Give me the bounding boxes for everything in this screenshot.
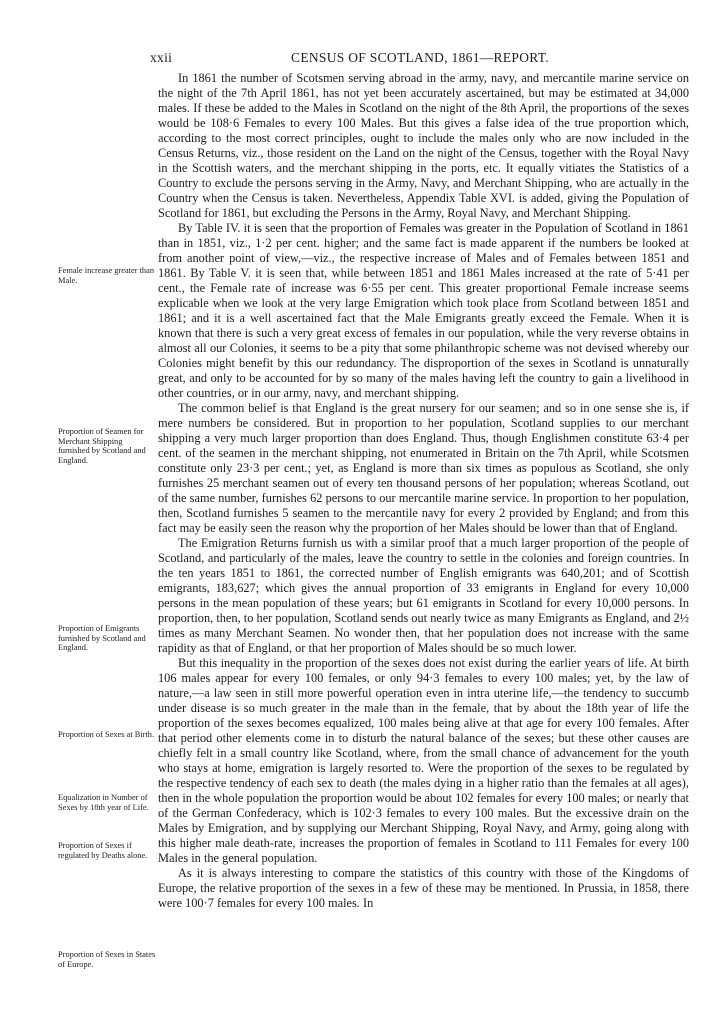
paragraph-scotsmen-abroad: In 1861 the number of Scotsmen serving abroad in the army, navy, and mercantile marine service on the night of the 7th April 1861, has not yet been accurately ascertained, but may be estimated at 34,000 males. If these be added to the Males in Scotland on the night of the 8th April, the proportions of the sexes would be 108·6 Females to every 100 Males. But this gives a false idea of the true proportion which, according to the most correct principles, ought to include the males only who are now included in the Census Returns, viz., those resident on the Land on the night of the Census, together with the Royal Navy in the Scottish waters, and the merchant shipping in the ports, etc. It equally vitiates the Statistics of a Country to exclude the persons serving in the Army, Navy, and Merchant Shipping, who are actually in the Country when the Census is taken. Nevertheless, Appendix Table XVI. is added, giving the Population of Scotland for 1861, but excluding the Persons in the Army, Royal Navy, and Merchant Shipping. [158,71,689,220]
page-number: xxii [150,50,173,65]
body-text [158,71,689,911]
paragraph-seamen: The common belief is that England is the great nursery for our seamen; and so in one sense she is, if mere numbers be considered. But in proportion to her population, Scotland supplies to our merchant shipping a very much larger proportion than does England. Thus, though Englishmen constitute 63·4 per cent. of the seamen in the merchant shipping, not enumerated in Britain on the 7th April, while Scotsmen constitute only 23·3 per cent.; yet, as England is more than six times as populous as Scotland, she only furnishes 25 merchant seamen out of every ten thousand persons of her population; whereas Scotland, out of the same number, furnishes 62 persons to our mercantile marine service. In proportion to her population, then, Scotland furnishes 5 seamen to the mercantile navy for every 2 provided by England; and from this fact may be easily seen the reason why the proportion of her Males should be lower than that of England. [158,401,689,535]
margin-note-deaths-alone: Proportion of Sexes if regulated by Deaths alone. [58,841,148,860]
margin-note-seamen-proportion: Proportion of Seamen for Merchant Shipping furnished by Scotland and England. [58,427,146,465]
margin-note-emigrants-proportion: Proportion of Emigrants furnished by Scotland and England. [58,624,146,653]
running-title: CENSUS OF SCOTLAND, 1861—REPORT. [291,50,549,65]
paragraph-states-of-europe: As it is always interesting to compare the statistics of this country with those of the Kingdoms of Europe, the relative proportion of the sexes in a few of these may be mentioned. In Prussia, in 1858, there were 100·7 females for every 100 males. In [158,866,689,910]
margin-note-sexes-at-birth: Proportion of Sexes at Birth. [58,730,155,739]
margin-note-female-increase: Female increase greater than Male. [58,266,155,285]
paragraph-sexes-at-birth: But this inequality in the proportion of the sexes does not exist during the earlier years of life. At birth 106 males appear for every 100 females, or only 94·3 females to every 100 males; yet, by the law of nature,—a law seen in still more powerful operation even in intra uterine life,—the tendency to succumb under disease is so much greater in the male than in the female, that by about the 18th year of life the proportion of the sexes becomes equalized, 100 males being alive at that age for every 100 females. After that period other elements come in to disturb the natural balance of the sexes; but these other causes are chiefly felt in a small country like Scotland, where, from the small chance of advancement for the youth who stays at home, emigration is largely resorted to. Were the proportion of the sexes to be regulated by the respective tendency of each sex to death (the males dying in a higher ratio than the females at all ages), then in the whole population the proportion would be about 102 females for every 100 males; or nearly that of the German Confederacy, which is 102·3 females to every 100 males. But the excessive drain on the Males by Emigration, and by supplying our Merchant Shipping, Royal Navy, and Army, going along with this higher male death-rate, increases the proportion of females in Scotland to 111 Females for every 100 Males in the general population. [158,656,689,865]
margin-note-equalization: Equalization in Number of Sexes by 18th year of Life. [58,793,149,812]
margin-note-states-of-europe: Proportion of Sexes in States of Europe. [58,950,156,969]
paragraph-emigration: The Emigration Returns furnish us with a similar proof that a much larger proportion of the people of Scotland, and particularly of the males, leave the country to settle in the colonies and foreign countries. In the ten years 1851 to 1861, the corrected number of English emigrants was 640,201; and of Scottish emigrants, 183,627; which gives the annual proportion of 33 emigrants in England for every 10,000 persons in the mean population of these years; but 61 emigrants in Scotland for every 10,000 persons. In proportion, then, to her population, Scotland sends out nearly twice as many Emigrants as England, and 2½ times as many Merchant Seamen. No wonder then, that her population does not increase with the same rapidity as that of England, or that her proportion of Males should be so much lower. [158,536,689,655]
paragraph-female-increase: By Table IV. it is seen that the proportion of Females was greater in the Population of Scotland in 1861 than in 1851, viz., 1·2 per cent. higher; and the same fact is made apparent if the numbers be looked at from another point of view,—viz., the respective increase of Males and of Females between 1851 and 1861. By Table V. it is seen that, while between 1851 and 1861 Males increased at the rate of 5·41 per cent., the Female rate of increase was 6·55 per cent. This greater proportional Female increase seems explicable when we look at the very large Emigration which took place from Scotland between 1851 and 1861; and it is a well ascertained fact that the Male Emigrants greatly exceed the Female. When it is known that there is such a very great excess of females in our population, while the very reverse obtains in almost all our Colonies, it seems to be a pity that some philanthropic scheme was not devised whereby our Colonies might benefit by this our redundancy. The disproportion of the sexes in Scotland is unnaturally great, and only to be accounted for by so many of the males having left the country to gain a livelihood in other countries, or in our army, navy, and merchant shipping. [158,221,689,400]
page-header [150,50,690,66]
